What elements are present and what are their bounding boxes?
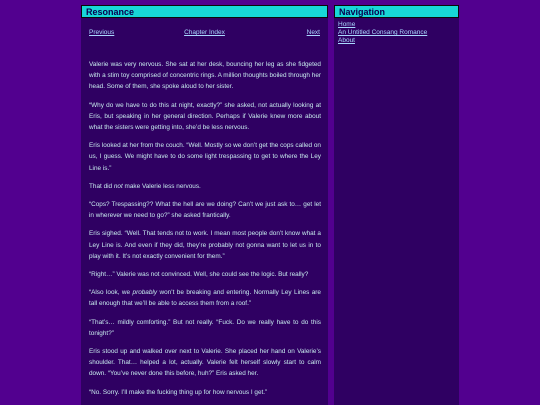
sidebar-link-about[interactable]: About xyxy=(338,37,355,44)
story-text-segment: “Also look, we xyxy=(89,289,133,297)
story-text-segment: That did xyxy=(89,182,114,190)
chapter-index-link[interactable]: Chapter Index xyxy=(184,29,225,36)
sidebar-links xyxy=(334,18,459,45)
story-paragraph: Eris stood up and walked over next to Valerie. She placed her hand on Valerie’s shoulder. That… helped a lot, actually. Valerie felt herself slowly start to calm down. “You’ve never done this before, huh?” Eris asked her. xyxy=(89,348,321,378)
main-panel xyxy=(81,5,328,405)
story-text-segment: won’t be breaking and entering. Normally Ley Lines are tall enough that we’ll be able to access them from a roof.” xyxy=(89,289,321,308)
story-paragraph xyxy=(89,181,321,192)
story-paragraph: Eris sighed. “Well. That tends not to work. I mean most people don’t know what a Ley Line is. And even if they did, they’re probably not gonna want to let us in to play with it. It’s not exactly convenient for them.” xyxy=(89,230,321,260)
story-paragraph: “That’s… mildly comforting.” But not really. “Fuck. Do we really have to do this tonight?” xyxy=(89,318,321,337)
story-paragraph: Eris looked at her from the couch. “Well. Mostly so we don’t get the cops called on us, I guess. We might have to do some light trespassing to get to where the Ley Line is.” xyxy=(89,142,321,172)
sidebar xyxy=(334,5,459,405)
sidebar-link-untitled-consang-romance[interactable]: An Untitled Consang Romance xyxy=(338,29,428,36)
chapter-nav xyxy=(89,29,320,41)
sidebar-link-home[interactable]: Home xyxy=(338,21,356,28)
story-paragraph: “No. Sorry. I’ll make the fucking thing up for how nervous I get.” xyxy=(89,388,268,396)
story-text-segment: make Valerie less nervous. xyxy=(122,182,201,190)
story-emphasis: not xyxy=(113,182,123,190)
sidebar-title: Navigation xyxy=(334,5,459,18)
story-paragraph: Valerie was very nervous. She sat at her desk, bouncing her leg as she fidgeted with a stim toy comprised of concentric rings. A million thoughts boiled through her head. Some of them, she spoke aloud to her sister. xyxy=(89,61,321,91)
next-link[interactable]: Next xyxy=(306,29,320,36)
story-paragraph: “Why do we have to do this at night, exactly?” she asked, not actually looking at Eris, but speaking in her general direction. Perhaps if Valerie knew more about what the sisters were getting into, she’d be less nervous. xyxy=(89,101,321,132)
story-text xyxy=(89,59,321,398)
story-paragraph: “Right…” Valerie was not convinced. Well, she could see the logic. But really? xyxy=(89,271,309,279)
story-emphasis: probably xyxy=(132,289,158,297)
previous-link[interactable]: Previous xyxy=(89,29,115,36)
site-title: Resonance xyxy=(81,5,328,18)
story-paragraph xyxy=(89,287,321,309)
story-paragraph: “Cops? Trespassing?? What the hell are we doing? Can’t we just ask to… get let in wherever we need to go?” she asked frantically. xyxy=(89,201,321,220)
